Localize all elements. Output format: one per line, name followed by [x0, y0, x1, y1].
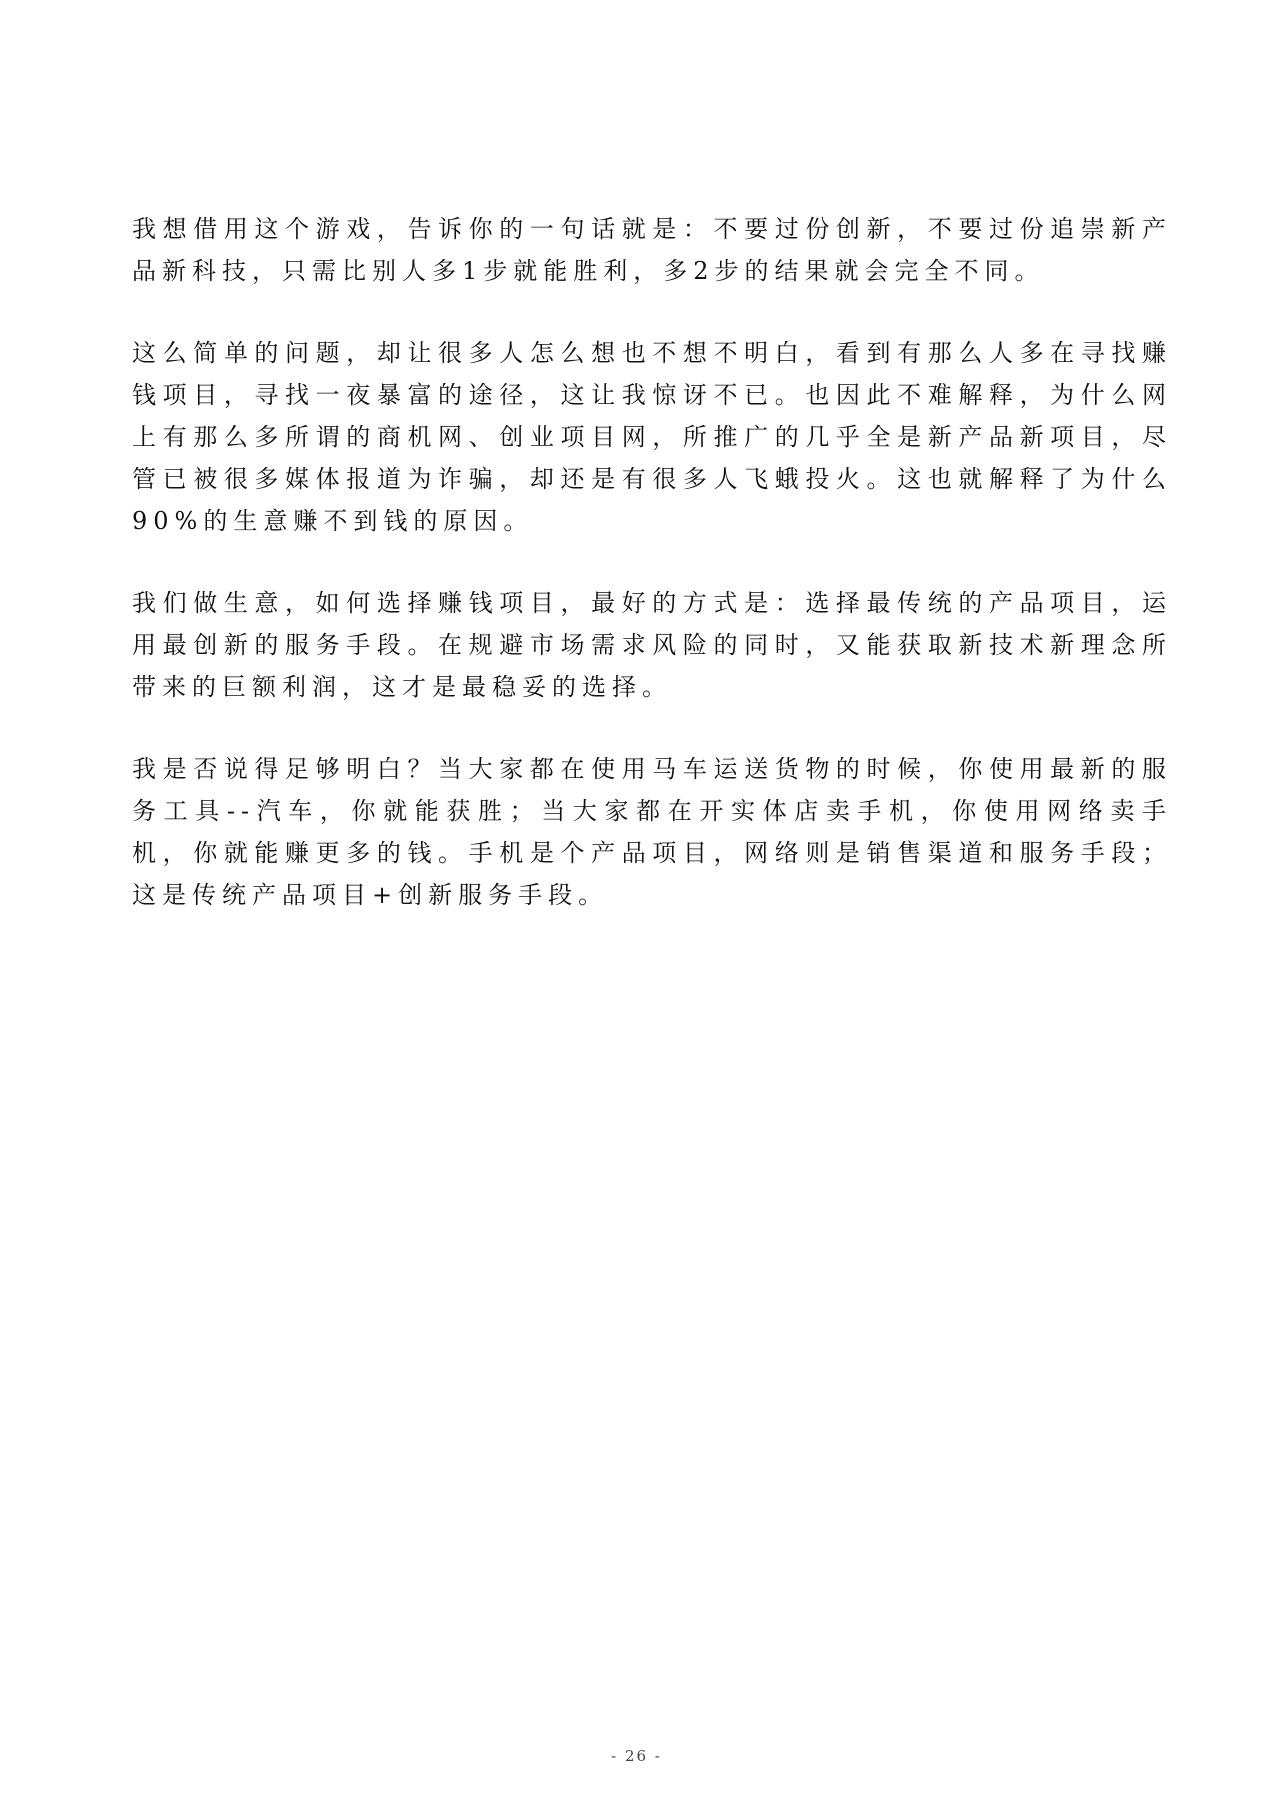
page-number: - 26 -: [611, 1747, 662, 1765]
paragraph-1: 我想借用这个游戏，告诉你的一句话就是：不要过份创新，不要过份追崇新产品新科技，只需比别人多1步就能胜利，多2步的结果就会完全不同。: [132, 215, 1172, 285]
body-text: [132, 208, 1172, 916]
paragraph-3: 我们做生意，如何选择赚钱项目，最好的方式是：选择最传统的产品项目，运用最创新的服务手段。在规避市场需求风险的同时，又能获取新技术新理念所带来的巨额利润，这才是最稳妥的选择。: [132, 589, 1172, 701]
paragraph-4: 我是否说得足够明白？当大家都在使用马车运送货物的时候，你使用最新的服务工具--汽车，你就能获胜；当大家都在开实体店卖手机，你使用网络卖手机，你就能赚更多的钱。手机是个产品项目，网络则是销售渠道和服务手段；这是传统产品项目+创新服务手段。: [132, 755, 1172, 909]
paragraph-2: 这么简单的问题，却让很多人怎么想也不想不明白，看到有那么人多在寻找赚钱项目，寻找一夜暴富的途径，这让我惊讶不已。也因此不难解释，为什么网上有那么多所谓的商机网、创业项目网，所推广的几乎全是新产品新项目，尽管已被很多媒体报道为诈骗，却还是有很多人飞蛾投火。这也就解释了为什么90%的生意赚不到钱的原因。: [132, 339, 1172, 535]
